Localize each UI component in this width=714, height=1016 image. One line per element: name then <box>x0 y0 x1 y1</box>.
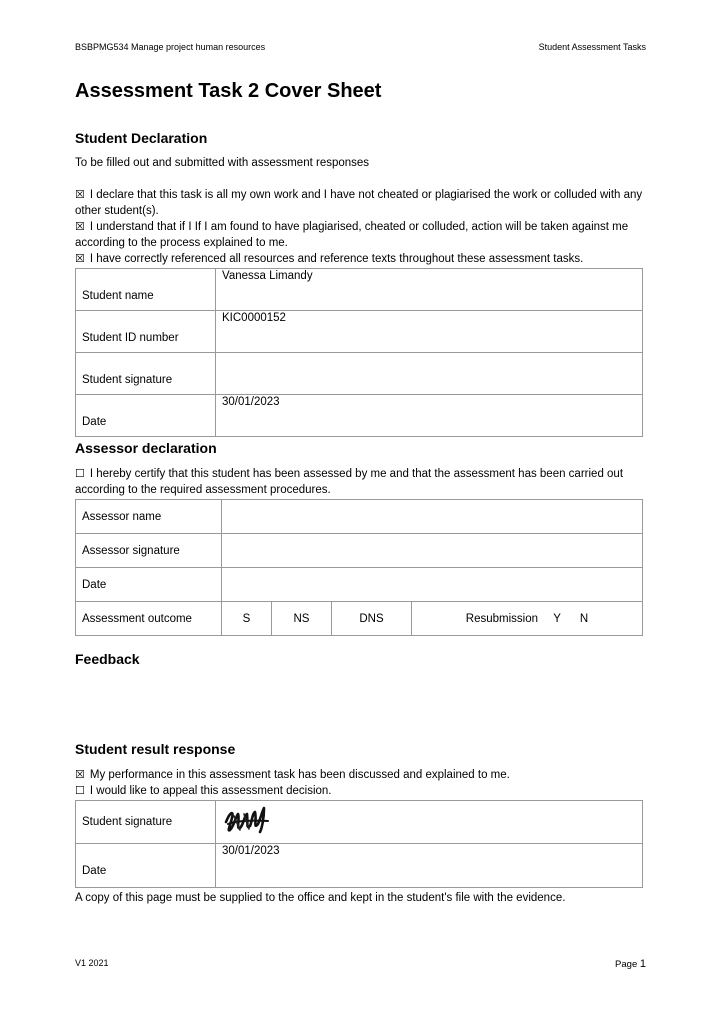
declaration-text: I understand that if I If I am found to have plagiarised, cheated or colluded, action will be taken against me according to the process explained to me. <box>75 221 629 249</box>
assessment-outcome-label: Assessment outcome <box>76 602 222 636</box>
result-signature-label: Student signature <box>76 801 216 844</box>
student-signature-field[interactable] <box>216 353 643 395</box>
assessor-date-label: Date <box>76 568 222 602</box>
assessor-date-field[interactable] <box>222 568 643 602</box>
result-date-label: Date <box>76 844 216 888</box>
resubmission-no-option[interactable]: N <box>579 612 589 625</box>
assessor-signature-label: Assessor signature <box>76 534 222 568</box>
checkbox-checked-icon[interactable]: ☒ <box>75 189 85 201</box>
student-declaration-heading: Student Declaration <box>75 130 208 146</box>
declaration-text: I have correctly referenced all resources and reference texts throughout these assessment tasks. <box>89 253 584 265</box>
student-name-field[interactable]: Vanessa Limandy <box>216 269 643 311</box>
result-item <box>75 767 655 783</box>
table-row <box>76 311 643 353</box>
table-row <box>76 269 643 311</box>
footer-version: V1 2021 <box>75 958 109 968</box>
outcome-ns-option[interactable]: NS <box>272 602 332 636</box>
result-date-field[interactable]: 30/01/2023 <box>216 844 643 888</box>
result-text: My performance in this assessment task has been discussed and explained to me. <box>89 769 510 781</box>
assessor-name-field[interactable] <box>222 500 643 534</box>
table-row <box>76 534 643 568</box>
page-label: Page <box>615 959 638 970</box>
feedback-heading: Feedback <box>75 651 140 667</box>
copy-note: A copy of this page must be supplied to the office and kept in the student's file with the evidence. <box>75 892 566 904</box>
student-result-table <box>75 800 643 888</box>
assessor-declaration-item <box>75 466 655 498</box>
assessor-name-label: Assessor name <box>76 500 222 534</box>
outcome-dns-option[interactable]: DNS <box>332 602 412 636</box>
result-item <box>75 783 655 799</box>
student-name-label: Student name <box>76 269 216 311</box>
checkbox-checked-icon[interactable]: ☒ <box>75 769 85 781</box>
table-row <box>76 395 643 437</box>
table-row <box>76 500 643 534</box>
handwritten-signature-icon <box>222 804 272 838</box>
resubmission-cell <box>412 602 643 636</box>
result-signature-field[interactable] <box>216 801 643 844</box>
resubmission-label: Resubmission <box>465 612 539 625</box>
table-row <box>76 801 643 844</box>
date-label: Date <box>76 395 216 437</box>
checkbox-checked-icon[interactable]: ☒ <box>75 221 85 233</box>
assessor-declaration-heading: Assessor declaration <box>75 440 217 456</box>
student-declaration-intro: To be filled out and submitted with assessment responses <box>75 157 370 169</box>
date-field[interactable]: 30/01/2023 <box>216 395 643 437</box>
declaration-item <box>75 219 655 251</box>
header-unit-title: BSBPMG534 Manage project human resources <box>75 42 266 52</box>
footer-page <box>615 958 646 970</box>
checkbox-checked-icon[interactable]: ☒ <box>75 253 85 265</box>
header-doc-type: Student Assessment Tasks <box>538 42 646 52</box>
resubmission-yes-option[interactable]: Y <box>553 612 561 625</box>
checkbox-unchecked-icon[interactable]: ☐ <box>75 785 85 797</box>
declaration-text: I declare that this task is all my own work and I have not cheated or plagiarised the work or colluded with any other student(s). <box>75 189 643 217</box>
student-result-heading: Student result response <box>75 741 236 757</box>
student-id-field[interactable]: KIC0000152 <box>216 311 643 353</box>
page-title: Assessment Task 2 Cover Sheet <box>75 80 382 102</box>
table-row <box>76 353 643 395</box>
student-details-table <box>75 268 643 437</box>
declaration-item <box>75 251 655 267</box>
table-row <box>76 602 643 636</box>
outcome-s-option[interactable]: S <box>222 602 272 636</box>
result-text: I would like to appeal this assessment decision. <box>89 785 332 797</box>
assessor-signature-field[interactable] <box>222 534 643 568</box>
page-number: 1 <box>639 958 646 970</box>
checkbox-unchecked-icon[interactable]: ☐ <box>75 468 85 480</box>
assessor-declaration-text: I hereby certify that this student has been assessed by me and that the assessment has been carried out according to the required assessment procedures. <box>75 468 624 496</box>
student-id-label: Student ID number <box>76 311 216 353</box>
table-row <box>76 844 643 888</box>
student-signature-label: Student signature <box>76 353 216 395</box>
assessor-table <box>75 499 643 636</box>
declaration-item <box>75 187 655 219</box>
table-row <box>76 568 643 602</box>
